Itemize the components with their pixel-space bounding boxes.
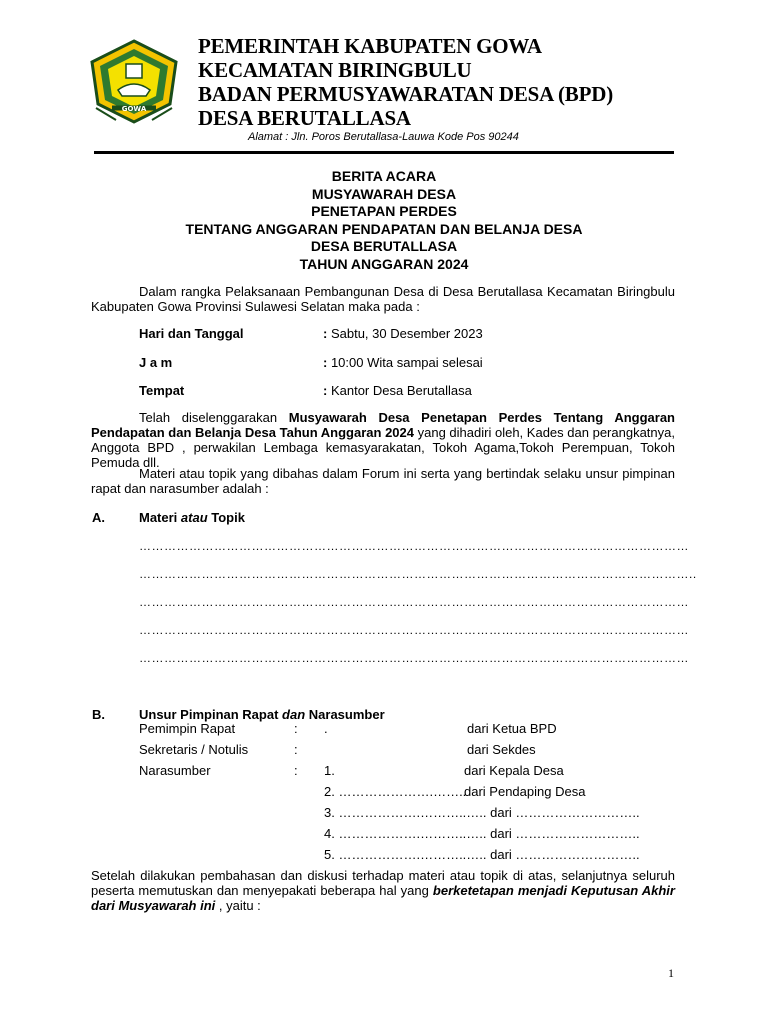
topic-line: ……………………………………………………………………………………………………………………..	[139, 567, 697, 581]
schedule-value-time: : 10:00 Wita sampai selesai	[323, 355, 483, 370]
section-a-letter: A.	[92, 510, 105, 525]
schedule-label-time: J a m	[139, 355, 173, 370]
letterhead-title	[198, 34, 613, 130]
speaker-origin-1: dari Kepala Desa	[464, 763, 564, 778]
letterhead-divider	[94, 151, 674, 154]
letterhead	[88, 34, 678, 154]
title-line: TAHUN ANGGARAN 2024	[299, 255, 469, 272]
topic-line: ……………………………………………………………………………………………………………………	[139, 623, 689, 637]
topic-line: ……………………………………………………………………………………………………………………	[139, 539, 689, 553]
page-number: 1	[668, 966, 674, 980]
schedule-label-date: Hari dan Tanggal	[139, 326, 244, 341]
topic-line: ……………………………………………………………………………………………………………………	[139, 595, 689, 609]
title-line: MUSYAWARAH DESA	[311, 185, 457, 202]
title-line: DESA BERUTALLASA	[310, 238, 458, 254]
title-line: PENETAPAN PERDES	[311, 203, 457, 219]
schedule-label-place: Tempat	[139, 383, 185, 398]
svg-text:GOWA: GOWA	[121, 105, 147, 113]
schedule-value-date: : Sabtu, 30 Desember 2023	[323, 326, 483, 341]
title-line: BERITA ACARA	[331, 168, 437, 184]
section-a-title: Materi atau Topik	[139, 510, 245, 525]
section-b-title: Unsur Pimpinan Rapat dan Narasumber	[139, 707, 385, 722]
speaker-origin-2: dari Pendaping Desa	[464, 784, 586, 799]
closing-paragraph: Setelah dilakukan pembahasan dan diskusi terhadap materi atau topik di atas, selanjutnya seluruh peserta memutuskan dan menyepakati beberapa hal yang berketetapan menjadi Keputusan Akhir dari Musyawarah ini , yaitu :	[91, 868, 675, 913]
topic-paragraph: Materi atau topik yang dibahas dalam Forum ini serta yang bertindak selaku unsur pimpinan rapat dan narasumber adalah :	[91, 466, 675, 496]
role-label-speaker: Narasumber	[139, 763, 211, 778]
schedule-value-place: : Kantor Desa Berutallasa	[323, 383, 472, 398]
role-label-secretary: Sekretaris / Notulis	[139, 742, 249, 757]
speaker-entry-5: 5. ……………….………..….. dari ………………………..	[324, 847, 640, 862]
role-origin-chair: dari Ketua BPD	[467, 721, 557, 736]
role-origin-secretary: dari Sekdes	[467, 742, 536, 757]
speaker-entry-2: 2. ………………….……..	[324, 784, 467, 799]
title-line: TENTANG ANGGARAN PENDAPATAN DAN BELANJA DESA	[185, 220, 583, 237]
speaker-entry-1: 1.	[324, 763, 335, 778]
document-title	[94, 168, 674, 273]
role-colon: :	[294, 742, 298, 757]
role-colon: :	[294, 763, 298, 778]
letterhead-line-2: KECAMATAN BIRINGBULU	[198, 58, 472, 82]
intro-paragraph: Dalam rangka Pelaksanaan Pembangunan Desa di Desa Berutallasa Kecamatan Biringbulu Kabupaten Gowa Provinsi Sulawesi Selatan maka pada :	[91, 284, 675, 314]
letterhead-line-3: BADAN PERMUSYAWARATAN DESA (BPD)	[198, 82, 613, 106]
letterhead-line-1: PEMERINTAH KABUPATEN GOWA	[198, 34, 542, 58]
role-colon: :	[294, 721, 298, 736]
speaker-entry-4: 4. ……………….………..….. dari ………………………..	[324, 826, 640, 841]
section-b-letter: B.	[92, 707, 105, 722]
role-label-chair: Pemimpin Rapat	[139, 721, 236, 736]
letterhead-line-4: DESA BERUTALLASA	[198, 106, 411, 130]
meeting-paragraph: Telah diselenggarakan Musyawarah Desa Penetapan Perdes Tentang Anggaran Pendapatan dan Belanja Desa Tahun Anggaran 2024 yang dihadiri oleh, Kades dan perangkatnya, Anggota BPD , perwakilan Lembaga kemasyarakatan, Tokoh Agama,Tokoh Perempuan, Tokoh Pemuda dll.	[91, 410, 675, 470]
role-entry-chair: .	[324, 721, 328, 736]
letterhead-address: Alamat : Jln. Poros Berutallasa-Lauwa Kode Pos 90244	[248, 131, 519, 143]
gowa-logo-icon	[88, 38, 180, 124]
speaker-entry-3: 3. ……………….………..….. dari ………………………..	[324, 805, 640, 820]
topic-line: ……………………………………………………………………………………………………………………	[139, 651, 689, 665]
